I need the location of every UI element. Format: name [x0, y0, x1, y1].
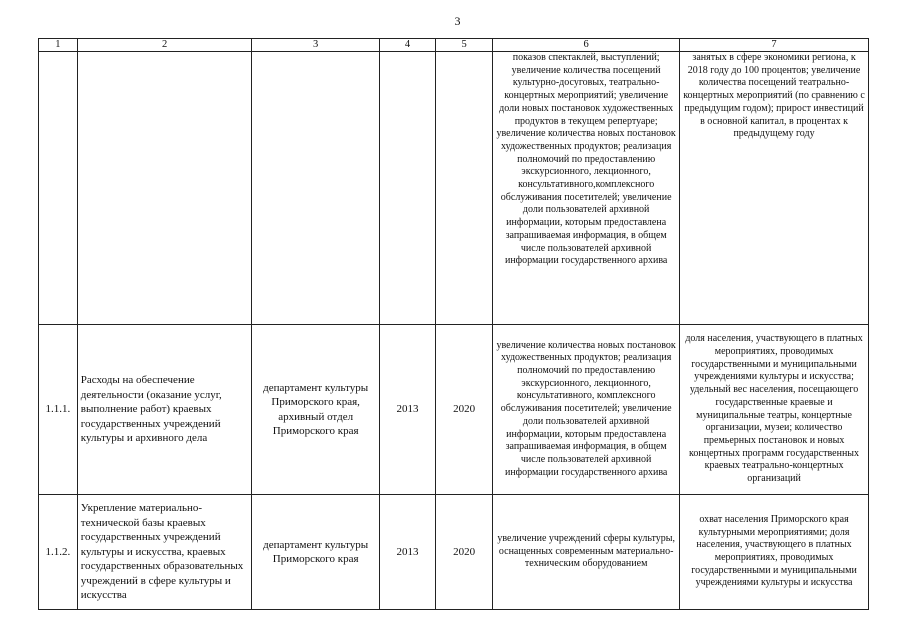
- header-row: [39, 39, 869, 52]
- activity-name: [77, 52, 252, 325]
- expected-results: показов спектаклей, выступлений; увеличение количества посещений культурно-досуговых, театрально-концертных мероприятий; увеличение доли новых постановок художественных продуктов в текущем репертуаре; увеличение количества новых постановок художественных продуктов; реализация полномочий по предоставлению экскурсионного, лекционного, консультативного,комплексного обслуживания посетителей; увеличение доли пользователей архивной информации, которым предоставлена запрашиваемая информация, в общем числе пользователей архивной информации государственного архива: [493, 52, 680, 325]
- header-col-7: 7: [680, 39, 869, 52]
- executor: департамент культуры Приморского края, архивный отдел Приморского края: [252, 325, 380, 495]
- activity-name: Укрепление материально-технической базы краевых государственных учреждений культуры и искусства, краевых государственных образовательных учреждений в сфере культуры и искусства: [77, 495, 252, 610]
- table-row: [39, 495, 869, 610]
- header-col-3: 3: [252, 39, 380, 52]
- row-number: [39, 52, 78, 325]
- start-year: [379, 52, 435, 325]
- table-row: [39, 325, 869, 495]
- program-table: [38, 38, 869, 610]
- header-col-1: 1: [39, 39, 78, 52]
- header-col-4: 4: [379, 39, 435, 52]
- indicators: охват населения Приморского края культурными мероприятиями; доля населения, участвующего в платных мероприятиях, проводимых государственными и муниципальными учреждениями культуры и искусства: [680, 495, 869, 610]
- expected-results: увеличение учреждений сферы культуры, оснащенных современным материально-техническим оборудованием: [493, 495, 680, 610]
- row-number: 1.1.1.: [39, 325, 78, 495]
- header-col-6: 6: [493, 39, 680, 52]
- end-year: 2020: [436, 495, 493, 610]
- executor: [252, 52, 380, 325]
- end-year: [436, 52, 493, 325]
- start-year: 2013: [379, 325, 435, 495]
- row-number: 1.1.2.: [39, 495, 78, 610]
- end-year: 2020: [436, 325, 493, 495]
- header-col-5: 5: [436, 39, 493, 52]
- header-col-2: 2: [77, 39, 252, 52]
- page-number: 3: [454, 14, 461, 28]
- expected-results: увеличение количества новых постановок художественных продуктов; реализация полномочий по предоставлению экскурсионного, лекционного, консультативного, комплексного обслуживания посетителей; увеличение доли пользователей архивной информации, которым предоставлена запрашиваемая информация, в общем числе пользователей архивной информации государственного архива: [493, 325, 680, 495]
- executor: департамент культуры Приморского края: [252, 495, 380, 610]
- table-row: [39, 52, 869, 325]
- indicators: доля населения, участвующего в платных мероприятиях, проводимых государственными и муниципальными учреждениями культуры и искусства; удельный вес населения, посещающего государственные краевые и муниципальные театры, концертные организации, музеи; количество премьерных постановок и новых концертных программ государственных краевых театрально-концертных организаций: [680, 325, 869, 495]
- indicators: занятых в сфере экономики региона, к 2018 году до 100 процентов; увеличение количества посещений театрально-концертных мероприятий (по сравнению с предыдущим годом); прирост инвестиций в основной капитал, в процентах к предыдущему году: [680, 52, 869, 325]
- activity-name: Расходы на обеспечение деятельности (оказание услуг, выполнение работ) краевых государственных учреждений культуры и архивного дела: [77, 325, 252, 495]
- start-year: 2013: [379, 495, 435, 610]
